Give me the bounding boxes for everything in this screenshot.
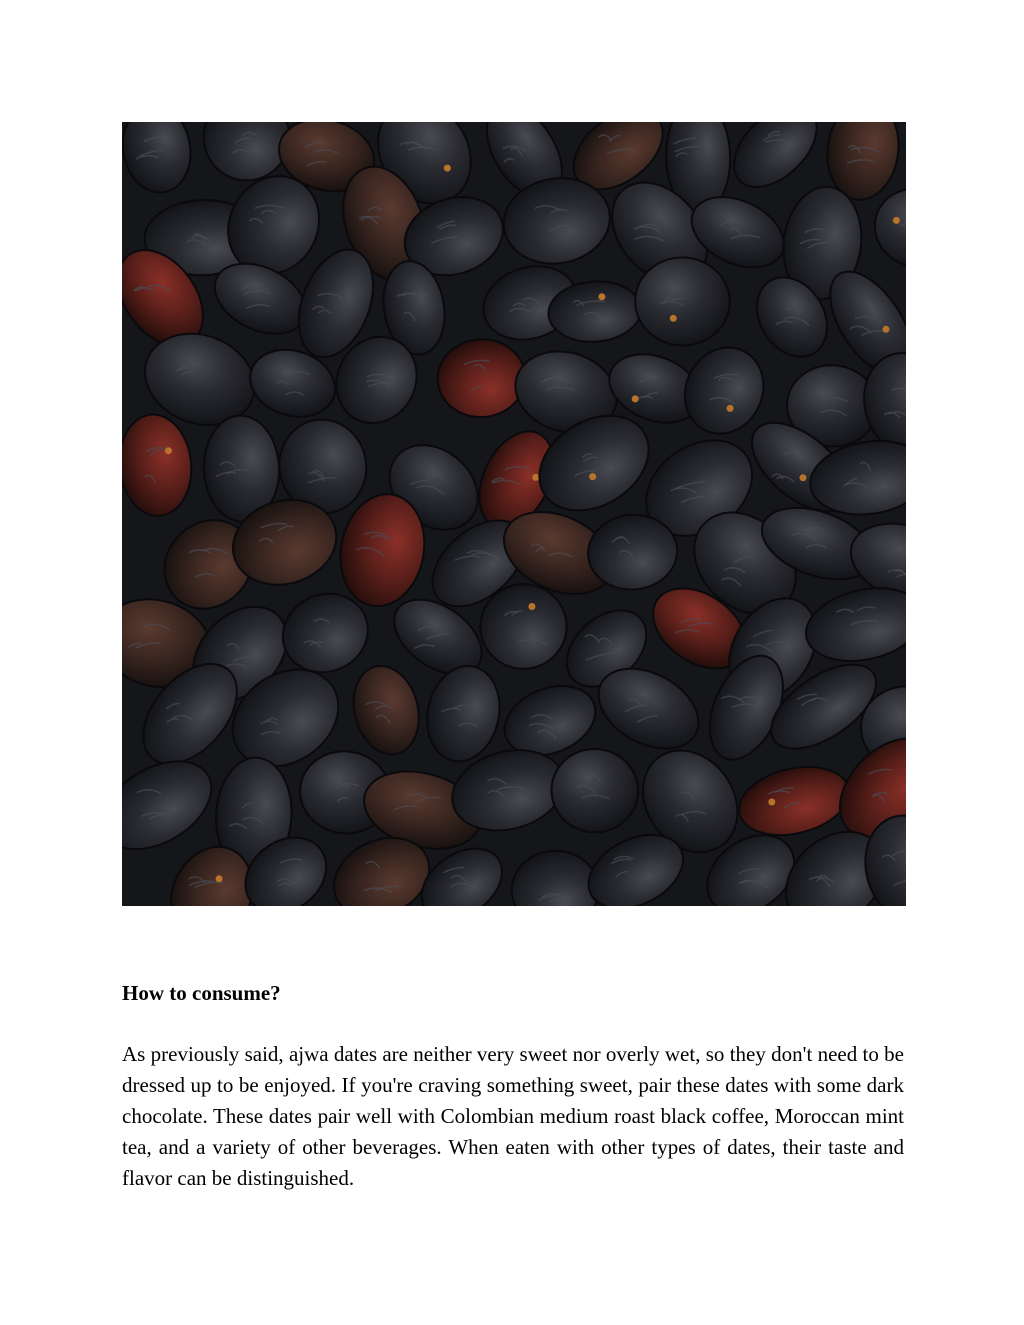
section-paragraph: As previously said, ajwa dates are neither very sweet nor overly wet, so they don't need to be dressed up to be enjoyed. If you're craving something sweet, pair these dates with some dark chocolate. These dates pair well with Colombian medium roast black coffee, Moroccan mint tea, and a variety of other beverages. When eaten with other types of dates, their taste and flavor can be distinguished.: [122, 1042, 904, 1190]
date-stem-mark: [632, 395, 639, 402]
date-stem-mark: [216, 875, 223, 882]
dates-photo: [122, 122, 906, 906]
date-stem-mark: [727, 405, 734, 412]
dried-dates-image: [122, 122, 906, 906]
date-stem-mark: [444, 165, 451, 172]
date-stem-mark: [165, 447, 172, 454]
date-stem-mark: [768, 799, 775, 806]
date-stem-mark: [589, 473, 596, 480]
section-heading: How to consume?: [122, 981, 281, 1005]
date-stem-mark: [800, 474, 807, 481]
date-stem-mark: [532, 474, 539, 481]
date-stem-mark: [598, 293, 605, 300]
date-stem-mark: [670, 315, 677, 322]
date-stem-mark: [528, 603, 535, 610]
date-stem-mark: [883, 326, 890, 333]
date-stem-mark: [893, 217, 900, 224]
